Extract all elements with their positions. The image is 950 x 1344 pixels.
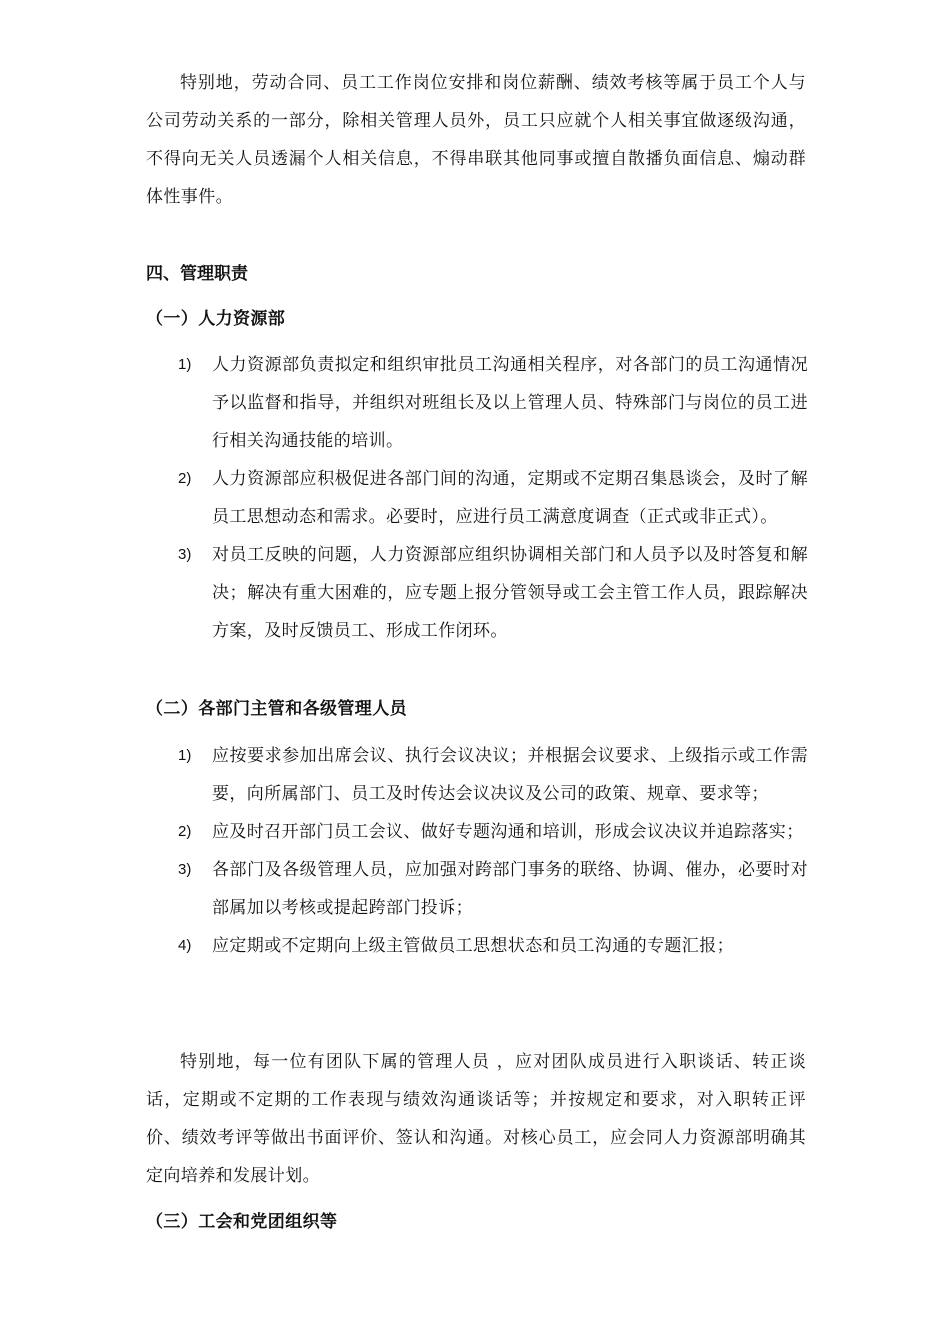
list-item [178,737,808,813]
hr-duties-list [178,346,808,650]
subsection-heading-union: （三）工会和党团组织等 [146,1212,338,1232]
list-item-number: 1) [178,356,192,373]
list-item [178,851,808,927]
list-item [178,927,808,965]
manager-duties-list [178,737,808,965]
list-item-text: 应定期或不定期向上级主管做员工思想状态和员工沟通的专题汇报； [212,936,734,956]
list-item-number: 3) [178,546,192,563]
intro-paragraph: 特别地，劳动合同、员工工作岗位安排和岗位薪酬、绩效考核等属于员工个人与公司劳动关系的一部分，除相关管理人员外，员工只应就个人相关事宜做逐级沟通，不得向无关人员透漏个人相关信息，不得串联其他同事或擅自散播负面信息、煽动群体性事件。 [146,73,806,207]
list-item [178,346,808,460]
list-item-text: 对员工反映的问题，人力资源部应组织协调相关部门和人员予以及时答复和解决；解决有重大困难的，应专题上报分管领导或工会主管工作人员，跟踪解决方案，及时反馈员工、形成工作闭环。 [212,545,808,641]
list-item [178,536,808,650]
list-item-number: 2) [178,823,192,840]
list-item-number: 2) [178,470,192,487]
subsection-heading-managers: （二）各部门主管和各级管理人员 [146,699,407,719]
list-item-text: 人力资源部应积极促进各部门间的沟通，定期或不定期召集恳谈会，及时了解员工思想动态和需求。必要时，应进行员工满意度调查（正式或非正式）。 [212,469,808,527]
list-item-text: 应按要求参加出席会议、执行会议决议；并根据会议要求、上级指示或工作需要，向所属部门、员工及时传达会议决议及公司的政策、规章、要求等； [212,746,808,804]
list-item-number: 3) [178,861,192,878]
list-item-number: 4) [178,937,192,954]
list-item [178,813,808,851]
list-item [178,460,808,536]
list-item-number: 1) [178,747,192,764]
section-heading: 四、管理职责 [146,264,248,284]
special-paragraph: 特别地，每一位有团队下属的管理人员 ，应对团队成员进行入职谈话、转正谈话，定期或不定期的工作表现与绩效沟通谈话等；并按规定和要求，对入职转正评价、绩效考评等做出书面评价、签认和沟通。对核心员工，应会同人力资源部明确其定向培养和发展计划。 [146,1052,806,1186]
list-item-text: 各部门及各级管理人员，应加强对跨部门事务的联络、协调、催办，必要时对部属加以考核或提起跨部门投诉； [212,860,808,918]
subsection-heading-hr: （一）人力资源部 [146,309,286,329]
list-item-text: 应及时召开部门员工会议、做好专题沟通和培训，形成会议决议并追踪落实； [212,822,804,842]
list-item-text: 人力资源部负责拟定和组织审批员工沟通相关程序，对各部门的员工沟通情况予以监督和指导，并组织对班组长及以上管理人员、特殊部门与岗位的员工进行相关沟通技能的培训。 [212,355,808,451]
